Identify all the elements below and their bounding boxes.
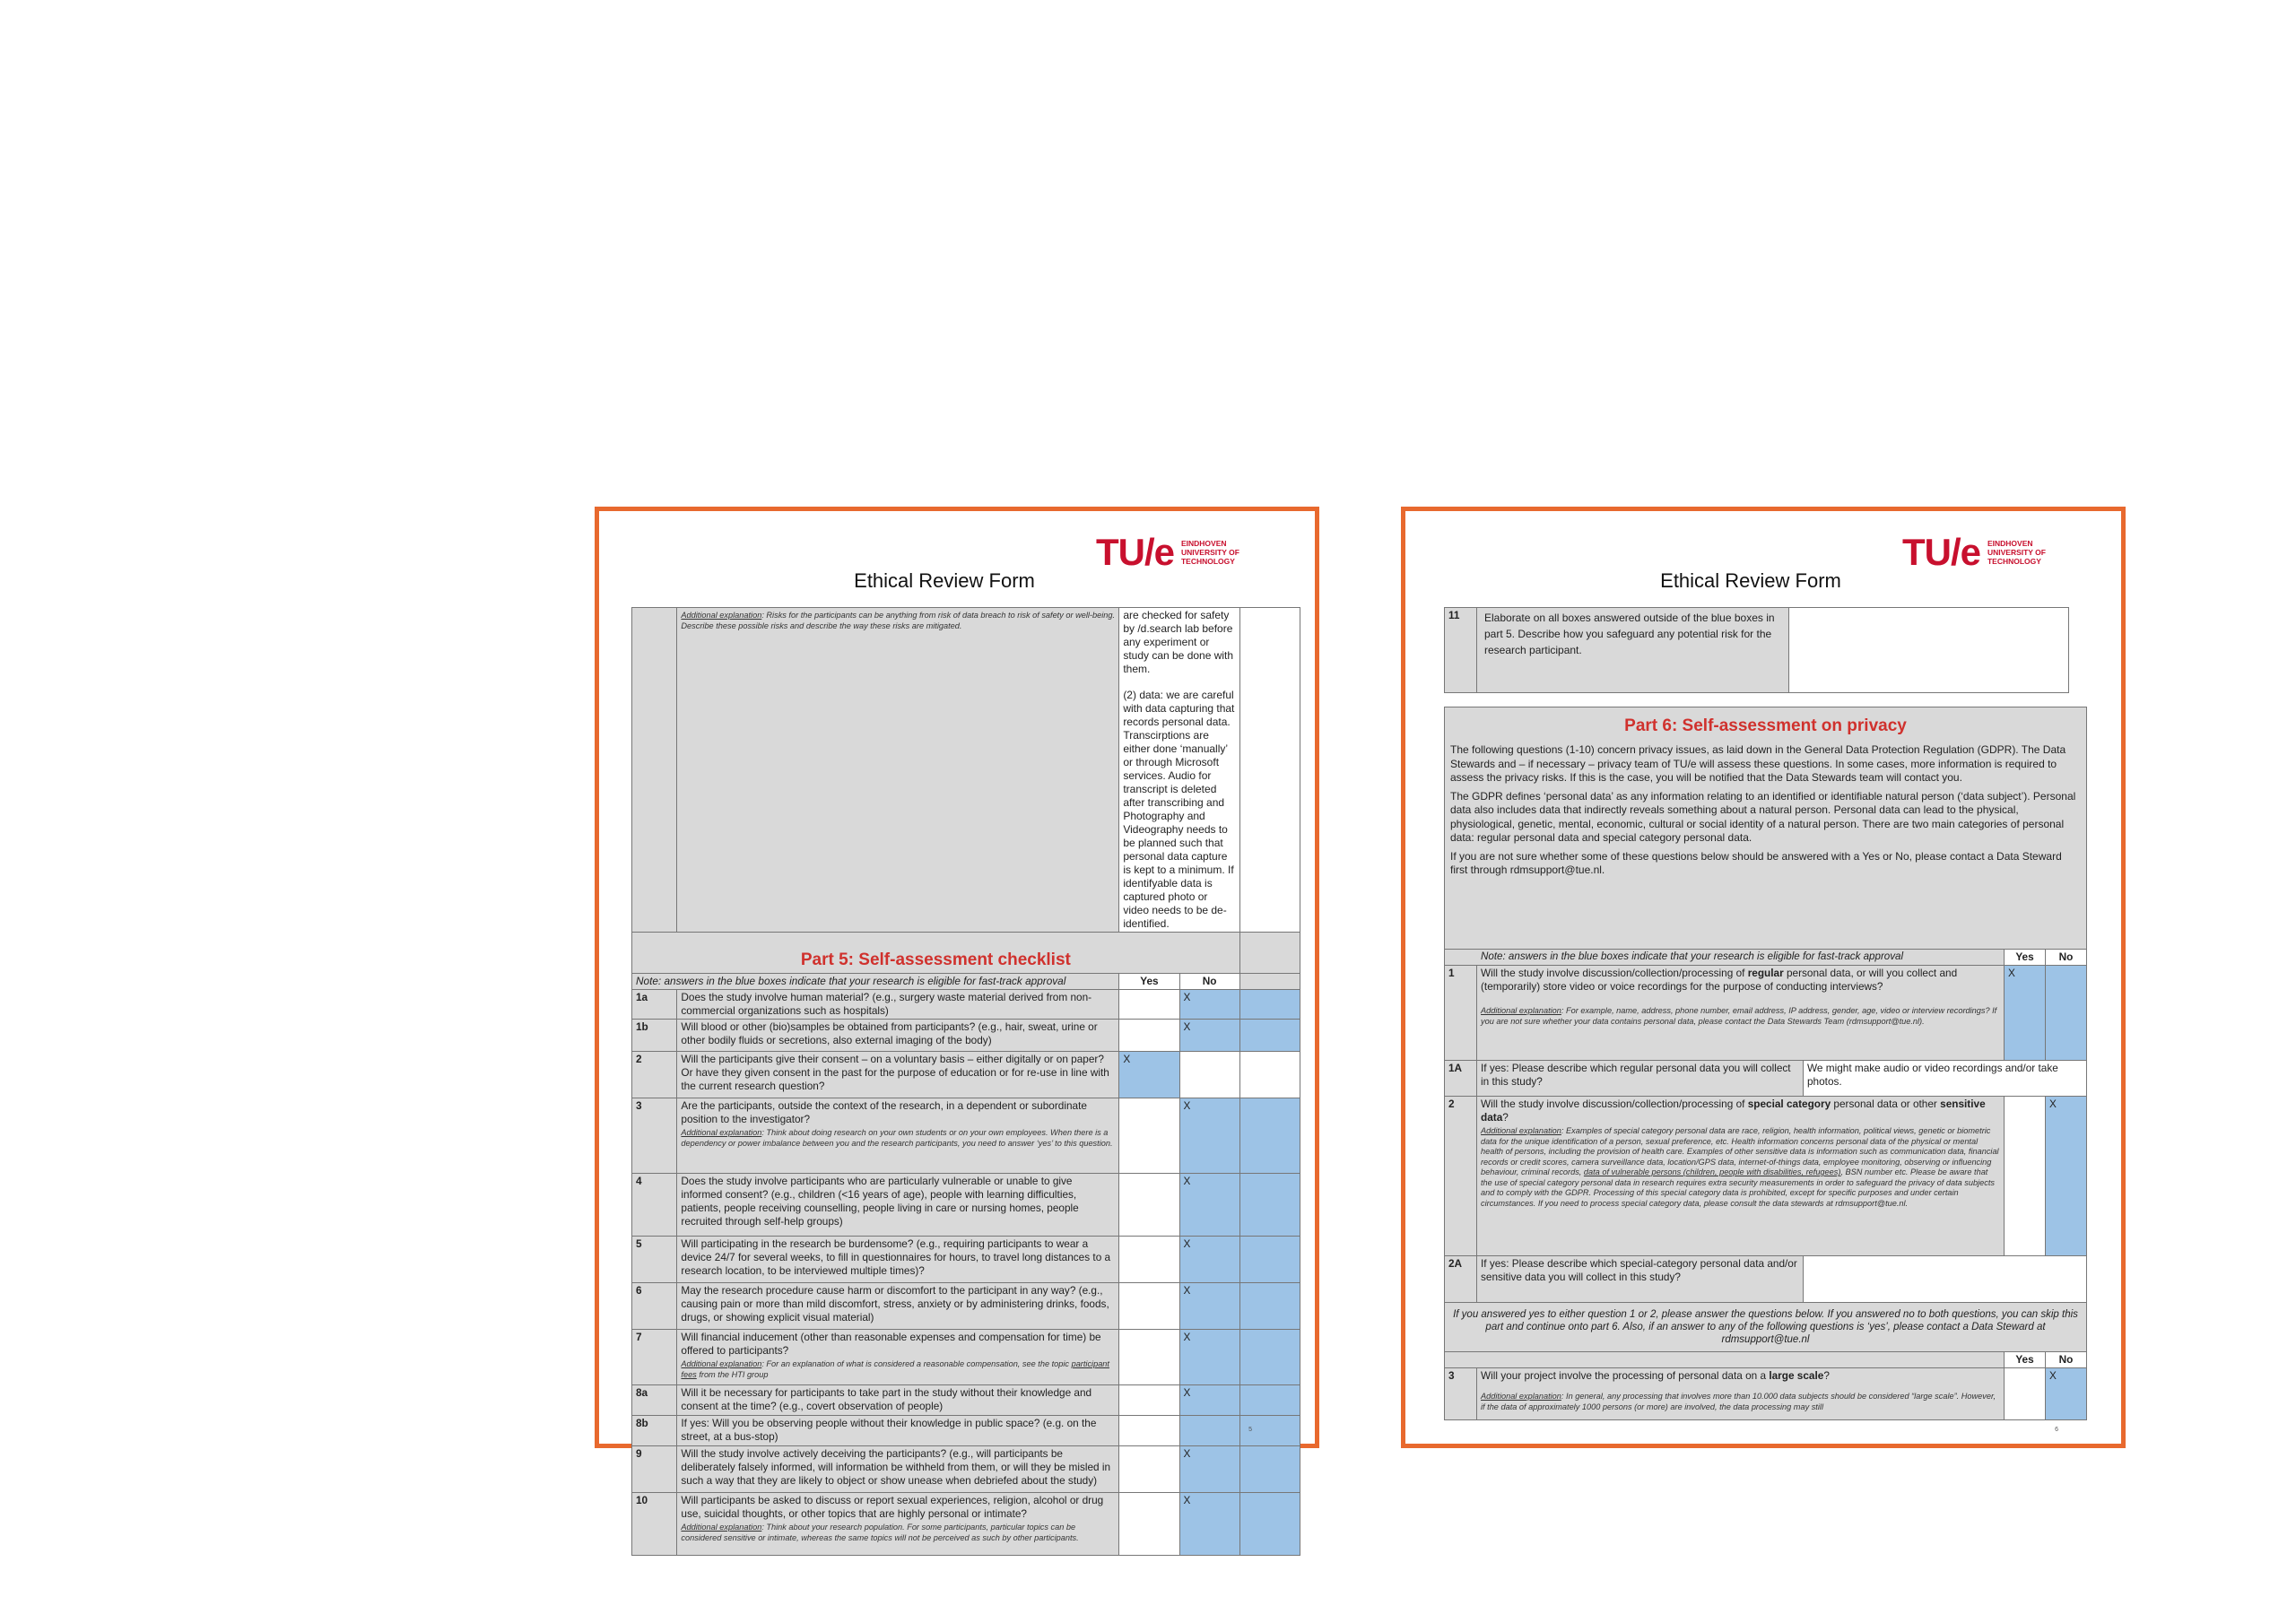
additional-explanation: Additional explanation: Think about doing research on your own students or on your own employees. When there is a dependency or power imbalance between you and the research participants, you need to answer ‘yes’ to this question.: [681, 1128, 1113, 1148]
q4-no-answer[interactable]: X: [1179, 1174, 1239, 1237]
q2-yes-answer[interactable]: [2005, 1097, 2046, 1256]
additional-explanation: Additional explanation: In general, any processing that involves more than 10.000 data subjects should be considered “large scale”. However, if the data of approximately 1000 persons (or more) are involved, the data processing may still: [1481, 1392, 1996, 1411]
risk-row: [632, 608, 1300, 933]
question-row-8b: 8b If yes: Will you be observing people without their knowledge in public space? (e.g. on the street, at a bus-stop): [632, 1416, 1300, 1446]
question-row-8a: 8a Will it be necessary for participants to take part in the study without their knowledge and consent at the time? (e.g., covert observation of people) X: [632, 1385, 1300, 1416]
fast-track-margin: [1239, 1098, 1300, 1174]
q1b-yes-answer[interactable]: [1119, 1020, 1179, 1052]
q3-no-answer[interactable]: X: [2046, 1368, 2087, 1420]
q2-no-answer[interactable]: [1179, 1052, 1239, 1098]
page-number: 5: [1248, 1427, 1252, 1433]
q8b-yes-answer[interactable]: [1119, 1416, 1179, 1446]
page-number: 6: [2055, 1427, 2058, 1433]
question-row-7: 7 Will financial inducement (other than reasonable expenses and compensation for time) be offered to participants? Additional explanation: For an explanation of what is considered a reasonable compensation, see the topic participant fees from the HTI group X: [632, 1330, 1300, 1385]
fast-track-margin: [1239, 1237, 1300, 1283]
question-2: 2 Will the study involve discussion/collection/processing of special category personal data or other sensitive data? Additional explanation: Examples of special category personal data are race, religion, health information, political views, genetic or biometric data for the unique identification of a person, sexual preference, etc. Health information concerns personal data of the physical or mental health of persons, including the provision of health care. Examples of other sensitive data is information such as communication data, financial records or credit scores, camera surveillance data, location/GPS data, internet-of-things data, employee monitoring, observing or influencing behaviour, criminal records, data of vulnerable persons (children, people with disabilities, refugees), BSN number etc. Please be aware that the use of special category personal data in research requires extra security measurements in order to safeguard the privacy of data subjects and to comply with the GDPR. Processing of this special category data is prohibited, except for specific purposes and under certain circumstances. If you need to process special category data, please consult the data stewards at rdmsupport@tue.nl. X: [1445, 1097, 2087, 1256]
yes-header: Yes: [2005, 950, 2046, 966]
fast-track-margin: [1239, 1283, 1300, 1330]
additional-explanation: Additional explanation: Examples of special category personal data are race, religion, health information, political views, genetic or biometric data for the unique identification of a person, sexual preference, etc. Health information concerns personal data of the physical or mental health of persons, including the provision of health care. Examples of other sensitive data is information such as communication data, financial records or credit scores, camera surveillance data, location/GPS data, internet-of-things data, employee monitoring, observing or influencing behaviour, criminal records, data of vulnerable persons (children, people with disabilities, refugees), BSN number etc. Please be aware that the use of special category personal data in research requires extra security measurements in order to safeguard the privacy of data subjects and to comply with the GDPR. Processing of this special category data is prohibited, except for specific purposes and under certain circumstances. If you need to process special category data, please consult the data stewards at rdmsupport@tue.nl.: [1481, 1126, 1999, 1208]
no-header: No: [2046, 1352, 2087, 1368]
header-row: [632, 974, 1300, 990]
question-row-5: 5 Will participating in the research be burdensome? (e.g., requiring participants to wear a device 24/7 for several weeks, to fill in questionnaires for hours, to travel long distances to a research location, to be interviewed multiple times)? X: [632, 1237, 1300, 1283]
fast-track-margin: [1239, 1020, 1300, 1052]
q9-no-answer[interactable]: X: [1179, 1446, 1239, 1493]
q10-no-answer[interactable]: X: [1179, 1493, 1239, 1556]
part-5-title: Part 5: Self-assessment checklist: [800, 950, 1071, 969]
q2-no-answer[interactable]: X: [2046, 1097, 2087, 1256]
part5-title-row: [632, 933, 1300, 974]
question-3: 3 Will your project involve the processing of personal data on a large scale? Additional explanation: In general, any processing that involves more than 10.000 data subjects should be considered “large scale”. However, if the data of approximately 1000 persons (or more) are involved, the data processing may still X: [1445, 1368, 2087, 1420]
part5-table: [631, 607, 1300, 1556]
logo-wordmark: TU/e: [1095, 531, 1174, 573]
part5-row11-table: [1444, 607, 2069, 693]
q5-yes-answer[interactable]: [1119, 1237, 1179, 1283]
q1-yes-answer[interactable]: X: [2005, 966, 2046, 1061]
logo-wordmark: TU/e: [1901, 531, 1980, 573]
q5-no-answer[interactable]: X: [1179, 1237, 1239, 1283]
fast-track-margin: [1239, 990, 1300, 1020]
form-title: Ethical Review Form: [1660, 569, 1841, 592]
page-6: [1401, 507, 2126, 1448]
q1a-no-answer[interactable]: X: [1179, 990, 1239, 1020]
yes-header: Yes: [1119, 974, 1179, 990]
q1a-yes-answer[interactable]: [1119, 990, 1179, 1020]
fast-track-margin: [1239, 1446, 1300, 1493]
fast-track-margin: [1239, 1174, 1300, 1237]
intro-contact: If you are not sure whether some of these questions below should be answered with a Yes or No, please contact a Data Steward first through rdmsupport@tue.nl.: [1450, 849, 2062, 876]
question-row-9: 9 Will the study involve actively deceiving the participants? (e.g., will participants be deliberately falsely informed, will information be withheld from them, or will they be misled in such a way that they are likely to object or show unease when debriefed about the study) X: [632, 1446, 1300, 1493]
header-row-2: [1445, 1352, 2087, 1368]
additional-explanation: Additional explanation: For an explanation of what is considered a reasonable compensation, see the topic participant fees from the HTI group: [681, 1359, 1109, 1379]
additional-explanation: Additional explanation: For example, name, address, phone number, email address, IP address, gender, age, video or interview recordings? If you are not sure whether your data contains personal data, please contact the Data Stewards Team (rdmsupport@tue.nl).: [1481, 1006, 1997, 1026]
q6-no-answer[interactable]: X: [1179, 1283, 1239, 1330]
question-2a: 2A If yes: Please describe which special-category personal data and/or sensitive data you will collect in this study?: [1445, 1256, 2087, 1303]
no-header: No: [2046, 950, 2087, 966]
tue-logo: [1096, 531, 1239, 574]
tue-logo: [1902, 531, 2046, 574]
intro-gdpr: The following questions (1-10) concern privacy issues, as laid down in the General Data Protection Regulation (GDPR). The Data Stewards and – if necessary – privacy team of TU/e will assess these questions. In some cases, more information is required to assess the privacy risks. If this is the case, you will be notified that the Data Stewards team will contact you.: [1450, 743, 2066, 784]
q9-yes-answer[interactable]: [1119, 1446, 1179, 1493]
no-header: No: [1179, 974, 1239, 990]
q1a-answer[interactable]: We might make audio or video recordings and/or take photos.: [1804, 1061, 2087, 1097]
q7-yes-answer[interactable]: [1119, 1330, 1179, 1385]
fast-track-margin: [1239, 1493, 1300, 1556]
skip-note-row: [1445, 1303, 2087, 1352]
fast-track-margin: [1239, 1385, 1300, 1416]
row-11: 11 Elaborate on all boxes answered outside of the blue boxes in part 5. Describe how you safeguard any potential risk for the research participant.: [1445, 608, 2069, 693]
q8b-no-answer[interactable]: [1179, 1416, 1239, 1446]
q8a-yes-answer[interactable]: [1119, 1385, 1179, 1416]
question-row-1b: 1b Will blood or other (bio)samples be obtained from participants? (e.g., hair, sweat, urine or other bodily fluids or secretions, also external imaging of the body) X: [632, 1020, 1300, 1052]
q2a-answer[interactable]: [1804, 1256, 2087, 1303]
question-row-1a: 1a Does the study involve human material? (e.g., surgery waste material derived from non-commercial organizations such as hospitals) X: [632, 990, 1300, 1020]
q1b-no-answer[interactable]: X: [1179, 1020, 1239, 1052]
q3-yes-answer[interactable]: [2005, 1368, 2046, 1420]
q2-yes-answer[interactable]: X: [1119, 1052, 1179, 1098]
question-1a: 1A If yes: Please describe which regular personal data you will collect in this study? We might make audio or video recordings and/or take photos.: [1445, 1061, 2087, 1097]
intro-personal-data: The GDPR defines ‘personal data’ as any information relating to an identified or identifiable natural person (‘data subject’). Personal data also includes data that indirectly reveals something about a natural person. Personal data can lead to the physical, physiological, genetic, mental, economic, cultural or social identity of a natural person. There are two main categories of personal data: regular personal data and special category personal data.: [1450, 789, 2076, 844]
form-title: Ethical Review Form: [854, 569, 1035, 592]
additional-explanation: Additional explanation: Think about your research population. For some participants, particular topics can be considered sensitive or intimate, whereas the same topics will not be perceived as such by other participants.: [681, 1523, 1079, 1542]
question-row-3: 3 Are the participants, outside the context of the research, in a dependent or subordinate position to the investigator? Additional explanation: Think about doing research on your own students or on your own employees. When there is a dependency or power imbalance between you and the research participants, you need to answer ‘yes’ to this question. X: [632, 1098, 1300, 1174]
fast-track-margin: [1239, 1330, 1300, 1385]
q1-no-answer[interactable]: [2046, 966, 2087, 1061]
fast-track-note: Note: answers in the blue boxes indicate that your research is eligible for fast-track approval: [632, 974, 1119, 990]
logo-subtitle: EINDHOVEN UNIVERSITY OF TECHNOLOGY: [1987, 539, 2046, 566]
q8a-no-answer[interactable]: X: [1179, 1385, 1239, 1416]
fast-track-note: Note: answers in the blue boxes indicate that your research is eligible for fast-track approval: [1445, 950, 2005, 966]
q7-no-answer[interactable]: X: [1179, 1330, 1239, 1385]
q10-yes-answer[interactable]: [1119, 1493, 1179, 1556]
question-row-10: 10 Will participants be asked to discuss or report sexual experiences, religion, alcohol or drug use, suicidal thoughts, or other topics that are highly personal or intimate? Additional explanation: Think about your research population. For some participants, particular topics can be considered sensitive or intimate, whereas the same topics will not be perceived as such by other participants. X: [632, 1493, 1300, 1556]
part6-intro-row: [1445, 707, 2087, 950]
yes-header: Yes: [2005, 1352, 2046, 1368]
question-row-6: 6 May the research procedure cause harm or discomfort to the participant in any way? (e.g., causing pain or more than mild discomfort, stress, anxiety or by administering drinks, foods, drugs, or showing explicit visual material) X: [632, 1283, 1300, 1330]
row-11-answer: [1789, 608, 2069, 693]
header-row: [1445, 950, 2087, 966]
skip-note: If you answered yes to either question 1 or 2, please answer the questions below. If you answered no to both questions, you can skip this part and continue onto part 6. Also, if an answer to any of the following questions is ‘yes’, please contact a Data Steward at rdmsupport@tue.nl: [1445, 1303, 2087, 1352]
risk-answer: are checked for safety by /d.search lab before any experiment or study can be done with them. (2) data: we are careful with data capturing that records personal data. Transcirptions are either done ‘manually’ or through Microsoft services. Audio for transcript is deleted after transcribing and Photography and Videography needs to be planned such that personal data capture is kept to a minimum. If identifyable data is captured photo or video needs to be de-identified.: [1119, 608, 1239, 933]
q3-yes-answer[interactable]: [1119, 1098, 1179, 1174]
page-5: [595, 507, 1319, 1542]
logo-subtitle: EINDHOVEN UNIVERSITY OF TECHNOLOGY: [1180, 539, 1239, 566]
question-row-4: 4 Does the study involve participants who are particularly vulnerable or unable to give informed consent? (e.g., children (<16 years of age), people with learning difficulties, patients, people receiving counselling, people living in care or nursing homes, people recruited through self-help groups) X: [632, 1174, 1300, 1237]
q4-yes-answer[interactable]: [1119, 1174, 1179, 1237]
part-6-title: Part 6: Self-assessment on privacy: [1624, 716, 1907, 735]
additional-explanation: Additional explanation: Risks for the participants can be anything from risk of data breach to risk of safety or well-being. Describe these possible risks and describe the way these risks are mitigated.: [681, 611, 1116, 630]
q6-yes-answer[interactable]: [1119, 1283, 1179, 1330]
part6-table: [1444, 707, 2087, 1420]
question-row-2: 2 Will the participants give their consent – on a voluntary basis – either digitally or on paper? Or have they given consent in the past for the purpose of education or for re-use in line with the current research question? X: [632, 1052, 1300, 1098]
fast-track-margin: [1239, 1052, 1300, 1098]
question-1: 1 Will the study involve discussion/collection/processing of regular personal data, or will you collect and (temporarily) store video or voice recordings for the purpose of conducting interviews? Additional explanation: For example, name, address, phone number, email address, IP address, gender, age, video or interview recordings? If you are not sure whether your data contains personal data, please contact the Data Stewards Team (rdmsupport@tue.nl). X: [1445, 966, 2087, 1061]
q3-no-answer[interactable]: X: [1179, 1098, 1239, 1174]
